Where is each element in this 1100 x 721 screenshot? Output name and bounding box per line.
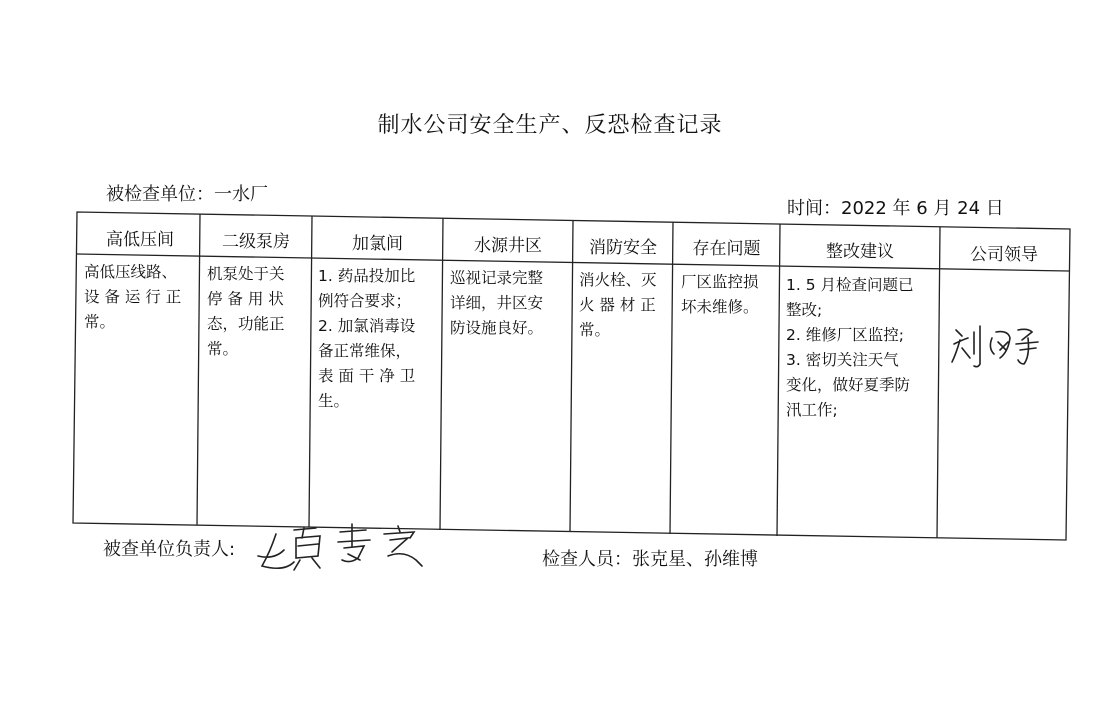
header-existing-problems: 存在问题 (692, 239, 761, 259)
cell-water-source-well: 巡视记录完整 详细，井区安 防设施良好。 (450, 269, 544, 337)
header-chlorination-room: 加氯间 (352, 234, 403, 254)
responsible-person-signature (254, 516, 434, 576)
inspectors-label: 检查人员：张克星、孙维博 (542, 549, 758, 570)
header-secondary-pump-room: 二级泵房 (222, 232, 290, 252)
header-company-leader: 公司领导 (970, 245, 1038, 265)
cell-secondary-pump-room: 机泵处于关 停 备 用 状 态，功能正 常。 (207, 265, 285, 358)
header-rectification-suggestions: 整改建议 (826, 242, 894, 262)
header-water-source-well: 水源井区 (474, 236, 542, 256)
inspection-time: 时间：2022 年 6 月 24 日 (787, 198, 1004, 219)
inspected-unit: 被检查单位：一水厂 (106, 184, 268, 205)
cell-existing-problems: 厂区监控损 坏未维修。 (681, 273, 759, 316)
cell-rectification-suggestions: 1. 5 月检查问题已 整改; 2. 维修厂区监控; 3. 密切关注天气 变化，做好夏季防 汛工作; (786, 276, 914, 419)
responsible-person-label: 被查单位负责人: (103, 539, 236, 560)
leader-signature (948, 318, 1058, 378)
cell-high-low-voltage: 高低压线路、 设 备 运 行 正 常。 (84, 263, 182, 331)
header-fire-safety: 消防安全 (589, 238, 657, 258)
cell-fire-safety: 消火栓、灭 火 器 材 正 常。 (579, 271, 657, 339)
cell-chlorination-room: 1. 药品投加比 例符合要求； 2. 加氯消毒设 备正常维保， 表 面 干 净 卫 生。 (318, 267, 416, 410)
header-high-low-voltage: 高低压间 (106, 230, 174, 250)
page-title: 制水公司安全生产、反恐检查记录 (377, 113, 723, 138)
